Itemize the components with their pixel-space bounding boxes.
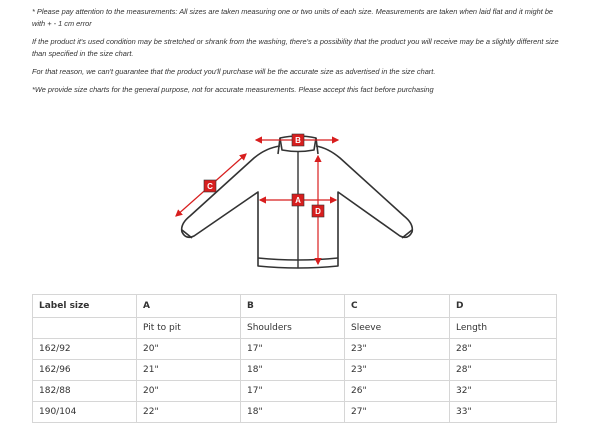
subheader-length: Length bbox=[450, 318, 557, 339]
subheader-shoulders: Shoulders bbox=[241, 318, 345, 339]
subheader-sleeve: Sleeve bbox=[345, 318, 450, 339]
table-cell-c: 23" bbox=[345, 360, 450, 381]
table-row bbox=[33, 402, 557, 423]
subheader-empty bbox=[33, 318, 137, 339]
marker-c-label: C bbox=[207, 182, 213, 191]
header-label-size: Label size bbox=[33, 295, 137, 318]
table-row bbox=[33, 381, 557, 402]
table-cell-label-size: 162/96 bbox=[33, 360, 137, 381]
header-b: B bbox=[241, 295, 345, 318]
header-d: D bbox=[450, 295, 557, 318]
table-cell-label-size: 162/92 bbox=[33, 339, 137, 360]
table-cell-a: 21" bbox=[137, 360, 241, 381]
subheader-pit-to-pit: Pit to pit bbox=[137, 318, 241, 339]
marker-d-label: D bbox=[315, 207, 321, 216]
table-cell-b: 17" bbox=[241, 339, 345, 360]
table-cell-label-size: 190/104 bbox=[33, 402, 137, 423]
table-cell-a: 20" bbox=[137, 381, 241, 402]
note-general-purpose: *We provide size charts for the general purpose, not for accurate measurements. Please accept this fact before purchasing bbox=[32, 85, 434, 94]
table-cell-d: 28" bbox=[450, 360, 557, 381]
table-cell-b: 18" bbox=[241, 360, 345, 381]
table-cell-a: 22" bbox=[137, 402, 241, 423]
table-row bbox=[33, 339, 557, 360]
jacket-diagram-svg bbox=[170, 128, 422, 272]
size-chart-table bbox=[32, 294, 557, 423]
table-cell-c: 27" bbox=[345, 402, 450, 423]
marker-a-label: A bbox=[295, 196, 301, 205]
note-used-condition: If the product it's used condition may be stretched or shrank from the washing, there's a possibility that the product you will receive may be a slightly different size than specified in the size chart. bbox=[32, 37, 559, 58]
table-cell-c: 23" bbox=[345, 339, 450, 360]
table-cell-c: 26" bbox=[345, 381, 450, 402]
table-cell-a: 20" bbox=[137, 339, 241, 360]
header-a: A bbox=[137, 295, 241, 318]
note-no-guarantee: For that reason, we can't guarantee that the product you'll purchase will be the accurate size as advertised in the size chart. bbox=[32, 67, 436, 76]
table-cell-d: 32" bbox=[450, 381, 557, 402]
table-row bbox=[33, 360, 557, 381]
marker-b-label: B bbox=[295, 136, 301, 145]
size-notes bbox=[32, 6, 562, 102]
jacket-measurement-diagram bbox=[170, 128, 422, 272]
note-measurement: * Please pay attention to the measurements: All sizes are taken measuring one or two units of each size. Measurements are taken when laid flat and it might be with + - 1 cm error bbox=[32, 7, 554, 28]
table-cell-b: 17" bbox=[241, 381, 345, 402]
table-cell-b: 18" bbox=[241, 402, 345, 423]
table-cell-d: 33" bbox=[450, 402, 557, 423]
table-subheader-row bbox=[33, 318, 557, 339]
header-c: C bbox=[345, 295, 450, 318]
table-cell-label-size: 182/88 bbox=[33, 381, 137, 402]
table-header-row bbox=[33, 295, 557, 318]
table-cell-d: 28" bbox=[450, 339, 557, 360]
